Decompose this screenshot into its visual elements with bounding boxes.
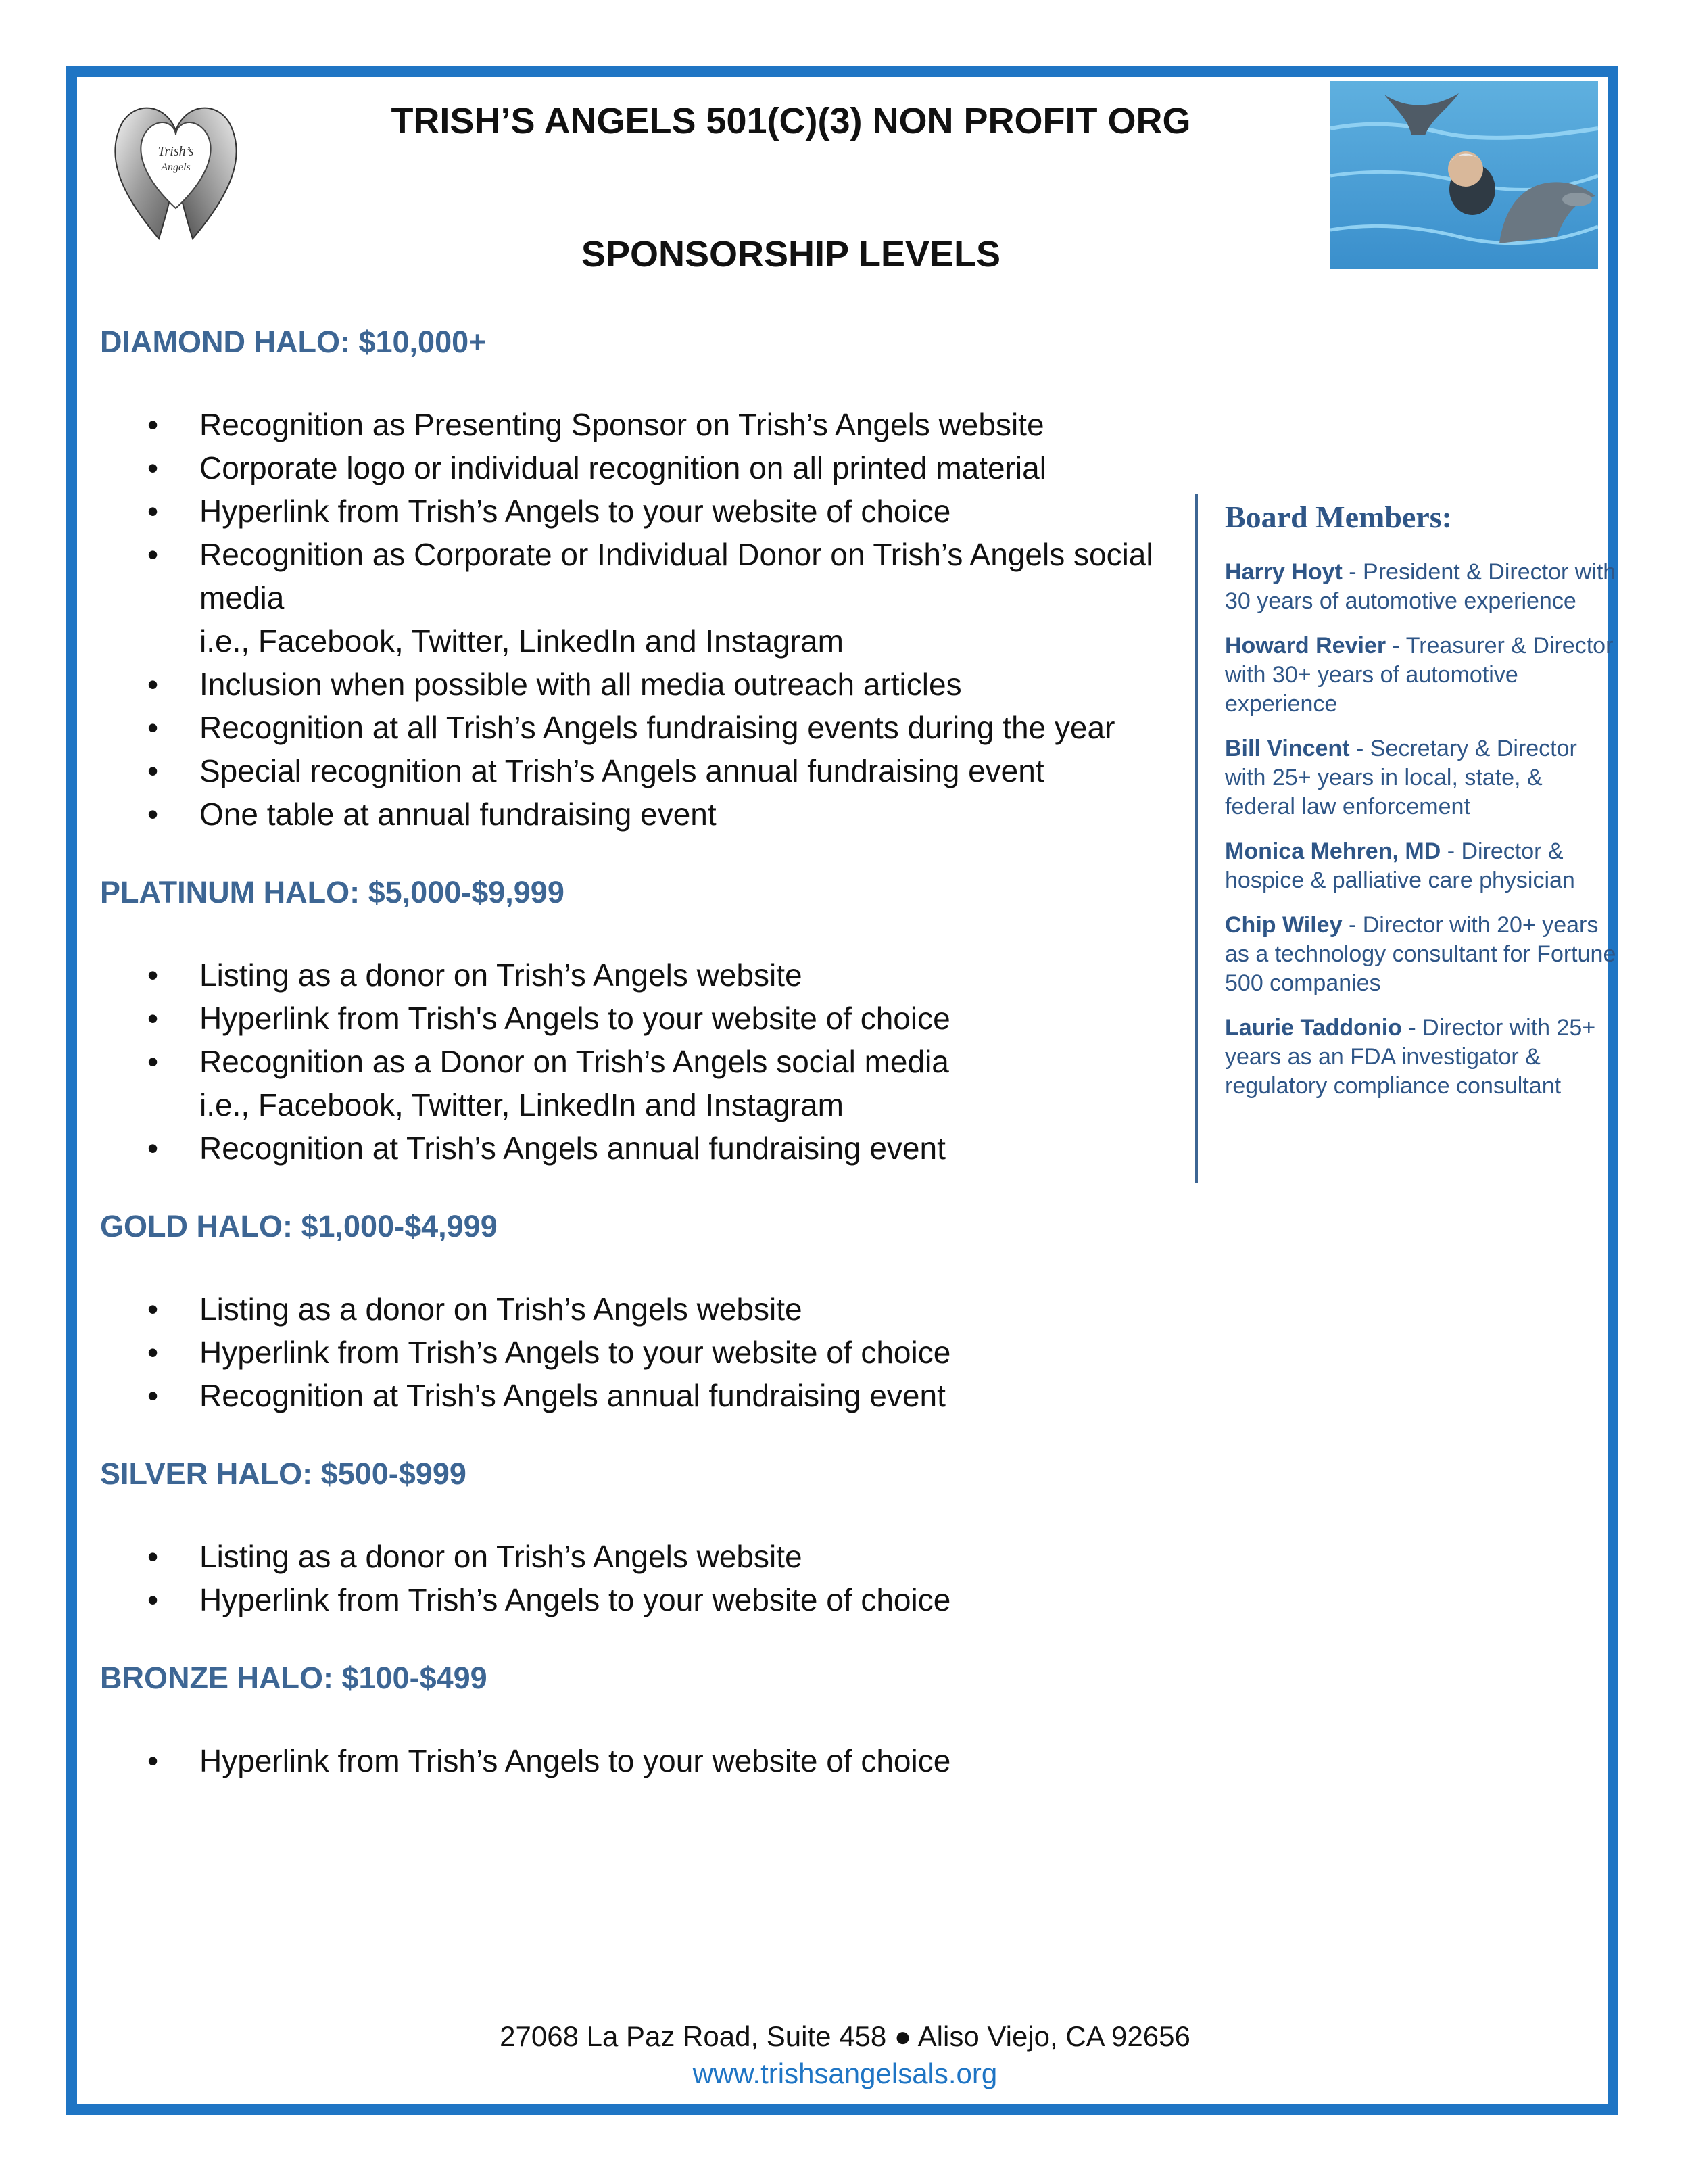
board-member-description: - Secretary & Director with 25+ years in local, state, & federal law enforcement — [1225, 736, 1577, 820]
benefit-text: Recognition at all Trish’s Angels fundraising events during the year — [199, 710, 1115, 745]
level-heading: BRONZE HALO: $100-$499 — [100, 1661, 487, 1695]
benefit-item — [100, 1040, 1155, 1126]
benefit-item — [100, 1578, 1155, 1621]
level-heading: DIAMOND HALO: $10,000+ — [100, 325, 487, 359]
benefit-text: Listing as a donor on Trish’s Angels website — [199, 1539, 802, 1574]
bullet-icon: • — [147, 667, 159, 702]
benefit-text: Listing as a donor on Trish’s Angels website — [199, 957, 802, 993]
bullet-icon: • — [147, 797, 159, 832]
page-subtitle: SPONSORSHIP LEVELS — [581, 234, 1001, 275]
trishs-angels-logo — [108, 93, 243, 249]
bullet-icon: • — [147, 957, 159, 993]
bullet-icon: • — [147, 407, 159, 442]
benefit-text: Recognition as a Donor on Trish’s Angels social media — [199, 1044, 949, 1079]
board-members-list — [1225, 558, 1617, 1101]
board-member-name: Bill Vincent — [1225, 736, 1350, 761]
board-member — [1225, 558, 1617, 616]
board-member — [1225, 1014, 1617, 1101]
board-member-name: Monica Mehren, MD — [1225, 838, 1441, 864]
benefit-item — [100, 1287, 1155, 1331]
svg-text:Trish’s: Trish’s — [158, 144, 194, 159]
board-members-title: Board Members: — [1225, 500, 1452, 534]
benefit-list — [100, 1287, 1155, 1417]
benefit-text: Hyperlink from Trish’s Angels to your website of choice — [199, 494, 951, 529]
benefit-text: Listing as a donor on Trish’s Angels website — [199, 1291, 802, 1327]
benefit-item — [100, 1535, 1155, 1578]
svg-text:Angels: Angels — [161, 162, 191, 173]
benefit-item — [100, 663, 1155, 706]
benefit-text: Recognition as Corporate or Individual Donor on Trish’s Angels social media — [199, 537, 1153, 615]
board-member-description: - Director with 20+ years as a technology consultant for Fortune 500 companies — [1225, 912, 1616, 996]
bullet-icon: • — [147, 1291, 159, 1327]
benefit-text: One table at annual fundraising event — [199, 797, 717, 832]
benefit-item — [100, 533, 1155, 663]
benefit-item — [100, 1739, 1155, 1782]
page-title: TRISH’S ANGELS 501(C)(3) NON PROFIT ORG — [391, 101, 1191, 141]
board-member — [1225, 734, 1617, 822]
level-section — [100, 1659, 1155, 1782]
benefit-text: Recognition as Presenting Sponsor on Trish’s Angels website — [199, 407, 1044, 442]
sponsorship-levels — [100, 323, 1155, 1820]
benefit-subtext: i.e., Facebook, Twitter, LinkedIn and Instagram — [199, 1087, 844, 1122]
benefit-list — [100, 953, 1155, 1170]
level-section — [100, 323, 1155, 836]
benefit-item — [100, 792, 1155, 836]
bullet-icon: • — [147, 537, 159, 572]
bullet-icon: • — [147, 450, 159, 485]
board-member-description: - Treasurer & Director with 30+ years of automotive experience — [1225, 633, 1614, 717]
bullet-icon: • — [147, 1539, 159, 1574]
benefit-item — [100, 706, 1155, 749]
level-heading: GOLD HALO: $1,000-$4,999 — [100, 1209, 498, 1243]
bullet-icon: • — [147, 1001, 159, 1036]
footer-address: 27068 La Paz Road, Suite 458 ● Aliso Viejo, CA 92656 — [500, 2020, 1190, 2052]
bullet-icon: • — [147, 1378, 159, 1413]
bullet-icon: • — [147, 1044, 159, 1079]
board-member-name: Laurie Taddonio — [1225, 1015, 1402, 1041]
bullet-icon: • — [147, 1582, 159, 1617]
benefit-text: Recognition at Trish’s Angels annual fundraising event — [199, 1131, 946, 1166]
board-members-panel — [1195, 494, 1617, 1183]
board-member-name: Chip Wiley — [1225, 912, 1343, 938]
benefit-text: Corporate logo or individual recognition on all printed material — [199, 450, 1046, 485]
benefit-text: Hyperlink from Trish’s Angels to your website of choice — [199, 1743, 951, 1778]
bullet-icon: • — [147, 753, 159, 788]
benefit-list — [100, 1535, 1155, 1621]
bullet-icon: • — [147, 710, 159, 745]
benefit-item — [100, 997, 1155, 1040]
benefit-text: Inclusion when possible with all media outreach articles — [199, 667, 962, 702]
level-heading: SILVER HALO: $500-$999 — [100, 1456, 466, 1491]
dolphin-photo — [1330, 81, 1598, 269]
bullet-icon: • — [147, 1131, 159, 1166]
benefit-text: Recognition at Trish’s Angels annual fundraising event — [199, 1378, 946, 1413]
level-heading: PLATINUM HALO: $5,000-$9,999 — [100, 875, 564, 909]
benefit-text: Hyperlink from Trish’s Angels to your website of choice — [199, 1582, 951, 1617]
board-member-name: Harry Hoyt — [1225, 559, 1343, 585]
board-member-description: - Director & hospice & palliative care physician — [1225, 838, 1575, 893]
level-section — [100, 874, 1155, 1170]
level-section — [100, 1208, 1155, 1417]
benefit-text: Special recognition at Trish’s Angels annual fundraising event — [199, 753, 1044, 788]
benefit-item — [100, 749, 1155, 792]
level-section — [100, 1455, 1155, 1621]
benefit-text: Hyperlink from Trish's Angels to your website of choice — [199, 1001, 950, 1036]
benefit-text: Hyperlink from Trish’s Angels to your website of choice — [199, 1335, 951, 1370]
benefit-list — [100, 1739, 1155, 1782]
board-member-description: - President & Director with 30 years of automotive experience — [1225, 559, 1616, 614]
benefit-item — [100, 490, 1155, 533]
benefit-item — [100, 1331, 1155, 1374]
bullet-icon: • — [147, 1335, 159, 1370]
board-member-name: Howard Revier — [1225, 633, 1386, 659]
board-member-description: - Director with 25+ years as an FDA investigator & regulatory compliance consultant — [1225, 1015, 1596, 1099]
board-member — [1225, 837, 1617, 895]
bullet-icon: • — [147, 494, 159, 529]
benefit-list — [100, 403, 1155, 836]
benefit-item — [100, 1374, 1155, 1417]
benefit-subtext: i.e., Facebook, Twitter, LinkedIn and Instagram — [199, 623, 844, 659]
benefit-item — [100, 953, 1155, 997]
bullet-icon: • — [147, 1743, 159, 1778]
board-member — [1225, 632, 1617, 719]
website-link[interactable]: www.trishsangelsals.org — [692, 2058, 998, 2089]
benefit-item — [100, 403, 1155, 446]
benefit-item — [100, 446, 1155, 490]
board-member — [1225, 911, 1617, 998]
benefit-item — [100, 1126, 1155, 1170]
